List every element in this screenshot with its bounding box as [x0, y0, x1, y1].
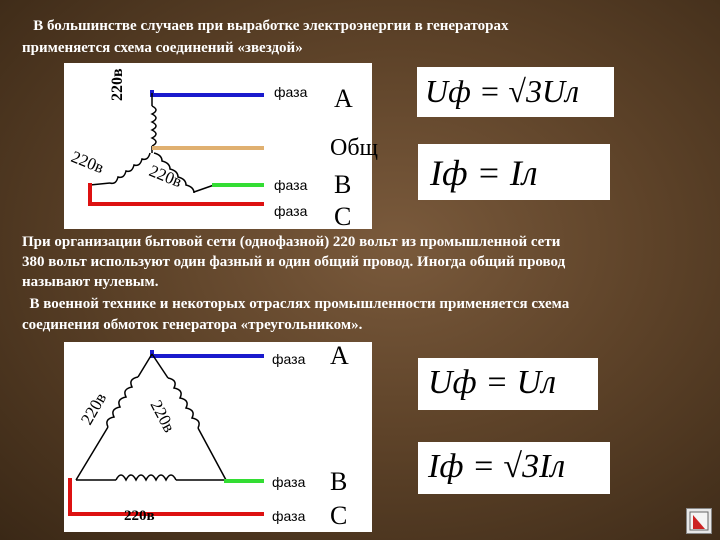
delta-phase-c-label: фаза [272, 508, 306, 524]
delta-coil-left [107, 377, 138, 427]
delta-voltage-left: 220в [77, 389, 111, 428]
star-phase-a-label: фаза [274, 84, 308, 100]
delta-coil-bottom [116, 475, 176, 480]
delta-letter-b: В [330, 467, 348, 496]
star-formula-i: Iф = Iл [430, 153, 538, 193]
mid-line-3: называют нулевым. [22, 274, 159, 290]
star-diagram-panel [64, 63, 379, 231]
star-formula-u-box [417, 67, 614, 117]
delta-wire-a [152, 350, 264, 356]
delta-wire-c [70, 478, 264, 514]
star-formula-u: Uф = √3Uл [425, 73, 580, 109]
delta-lead-right [198, 428, 226, 480]
star-voltage-right: 220в [146, 161, 185, 192]
delta-lead-top-left [138, 354, 152, 377]
mid-line-5: соединения обмоток генератора «треугольником». [22, 317, 363, 333]
mid-line-2: 380 вольт используют один фазный и один общий провод. Иногда общий провод [22, 254, 566, 270]
intro-line-1: В большинстве случаев при выработке электроэнергии в генераторах [22, 18, 509, 34]
delta-voltage-bottom: 220в [124, 508, 155, 524]
star-wire-a [152, 90, 264, 95]
star-lead-right [194, 185, 214, 192]
star-formula-i-box [418, 144, 610, 200]
star-letter-c: С [334, 202, 352, 231]
delta-formula-i-box [418, 442, 610, 494]
star-coil-vertical [152, 106, 156, 146]
star-diagram [64, 63, 379, 231]
star-letter-a: А [334, 84, 353, 113]
return-arrow-icon [687, 509, 711, 533]
return-button[interactable] [686, 508, 712, 534]
delta-diagram [64, 342, 372, 532]
star-phase-c-label: фаза [274, 203, 308, 219]
delta-formula-i: Iф = √3Iл [428, 448, 566, 485]
delta-phase-b-label: фаза [272, 474, 306, 490]
star-common-label: Общ [330, 135, 379, 161]
star-coil-left [110, 153, 150, 183]
delta-letter-a: А [330, 341, 349, 370]
mid-line-4: В военной технике и некоторых отраслях промышленности применяется схема [22, 296, 570, 312]
delta-phase-a-label: фаза [272, 351, 306, 367]
star-voltage-vertical: 220в [109, 68, 126, 101]
delta-diagram-panel [64, 342, 372, 532]
mid-line-1: При организации бытовой сети (однофазной) 220 вольт из промышленной сети [22, 234, 561, 250]
delta-voltage-right: 220в [146, 396, 179, 436]
star-phase-b-label: фаза [274, 177, 308, 193]
delta-lead-left [76, 427, 108, 480]
delta-formula-u-box [418, 358, 598, 410]
star-voltage-left: 220в [68, 147, 107, 178]
delta-letter-c: С [330, 501, 348, 530]
star-letter-b: В [334, 170, 352, 199]
intro-line-2: применяется схема соединений «звездой» [22, 40, 303, 56]
delta-formula-u: Uф = Uл [428, 364, 557, 401]
star-lead-left [90, 183, 110, 185]
